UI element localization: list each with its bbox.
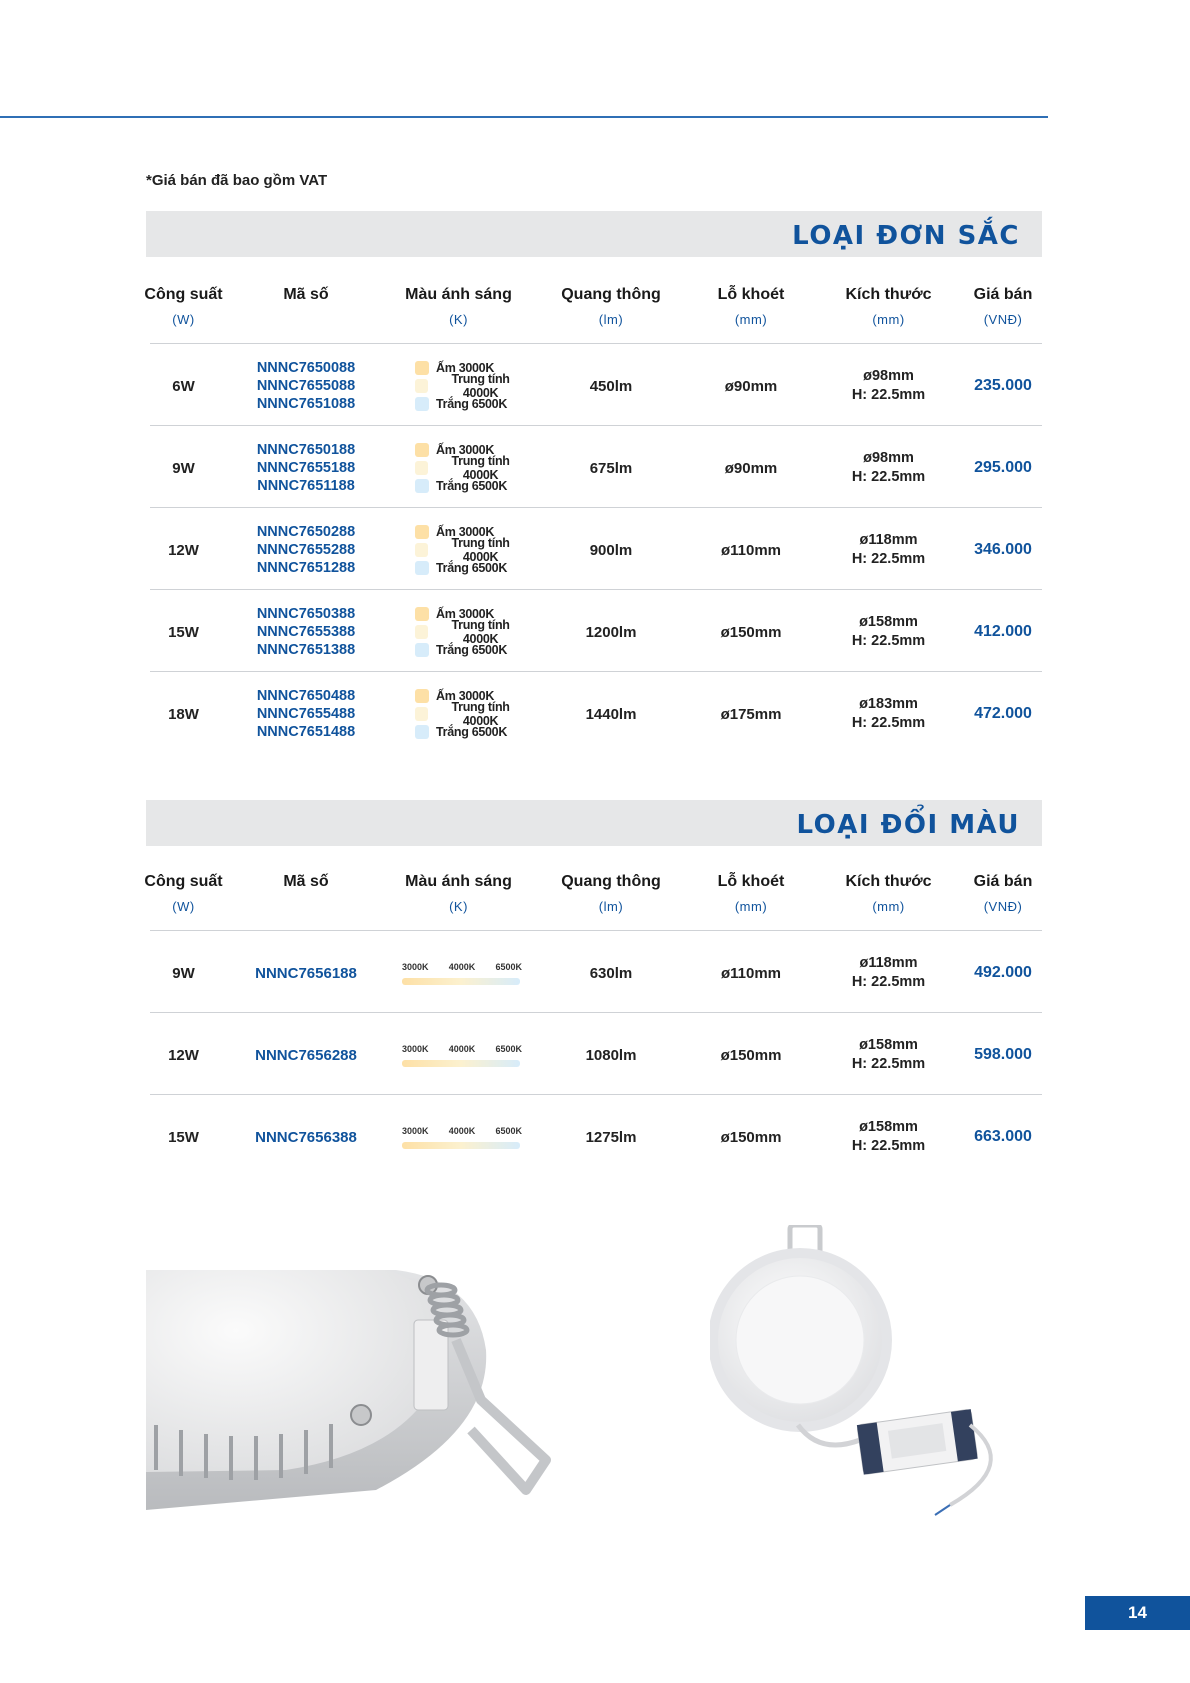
table-row xyxy=(146,932,1042,1014)
cell-size xyxy=(826,1014,951,1096)
table-header-single xyxy=(146,286,1042,346)
cct-label: 6500K xyxy=(495,961,522,972)
color-swatch-icon xyxy=(415,643,429,657)
cell-code xyxy=(236,427,376,509)
table-row xyxy=(146,591,1042,673)
table-row xyxy=(146,509,1042,591)
cell-power: 9W xyxy=(172,964,195,982)
cell-size xyxy=(826,345,951,427)
header-flux-unit: (lm) xyxy=(598,899,624,914)
header-power-label: Công suất xyxy=(144,873,223,890)
light-color-label: Ấm 3000K xyxy=(436,525,495,539)
cell-flux: 630lm xyxy=(589,964,633,982)
light-color-label: Trắng 6500K xyxy=(436,397,508,411)
cell-cutout: ø90mm xyxy=(724,459,778,477)
color-swatch-icon xyxy=(415,707,428,721)
cell-power: 15W xyxy=(168,623,199,641)
product-code: NNNC7650288 xyxy=(256,524,356,540)
cell-price: 295.000 xyxy=(974,459,1032,476)
light-color-item xyxy=(415,559,507,577)
product-code: NNNC7650188 xyxy=(256,442,356,458)
row-separator xyxy=(150,1094,1042,1095)
header-power-unit: (W) xyxy=(172,899,195,914)
header-price-label: Giá bán xyxy=(973,286,1033,303)
color-swatch-icon xyxy=(415,379,428,393)
cct-label: 4000K xyxy=(448,1043,476,1054)
cell-flux: 1080lm xyxy=(585,1046,637,1064)
row-separator xyxy=(150,671,1042,672)
header-color-label: Màu ánh sáng xyxy=(405,873,512,890)
header-color-unit: (K) xyxy=(449,899,468,914)
cct-scale-labels xyxy=(402,962,522,972)
product-code: NNNC7650088 xyxy=(256,360,356,376)
cell-code xyxy=(236,345,376,427)
color-swatch-icon xyxy=(415,479,429,493)
light-color-item xyxy=(415,618,526,646)
cct-scale-labels xyxy=(402,1126,522,1136)
color-swatch-icon xyxy=(415,461,428,475)
header-cutout xyxy=(686,286,816,327)
cell-flux: 675lm xyxy=(589,459,633,477)
header-flux xyxy=(546,286,676,327)
cell-size xyxy=(826,591,951,673)
color-swatch-icon xyxy=(415,607,429,621)
cell-cutout: ø175mm xyxy=(720,705,782,723)
header-cutout xyxy=(686,873,816,914)
product-code: NNNC7650388 xyxy=(256,606,356,622)
size-height: H: 22.5mm xyxy=(851,974,926,990)
cell-power: 12W xyxy=(168,1046,199,1064)
header-flux-label: Quang thông xyxy=(561,873,661,890)
cct-label: 4000K xyxy=(448,961,476,972)
color-swatch-icon xyxy=(415,397,429,411)
cell-flux: 1200lm xyxy=(585,623,637,641)
cell-code: NNNC7656388 xyxy=(255,1128,357,1146)
light-color-label: Trắng 6500K xyxy=(436,479,508,493)
cell-code xyxy=(236,509,376,591)
header-color-unit: (K) xyxy=(449,312,468,327)
header-price-label: Giá bán xyxy=(973,873,1033,890)
top-rule xyxy=(0,116,1048,118)
cell-code: NNNC7656188 xyxy=(255,964,357,982)
table-row xyxy=(146,1014,1042,1096)
header-price-unit: (VNĐ) xyxy=(983,312,1023,327)
header-size xyxy=(826,286,951,327)
header-size-label: Kích thước xyxy=(845,873,932,890)
header-color xyxy=(391,286,526,327)
header-size-unit: (mm) xyxy=(872,312,905,327)
light-color-label: Ấm 3000K xyxy=(436,443,495,457)
cell-color xyxy=(391,591,526,673)
size-diameter: ø158mm xyxy=(859,1119,918,1135)
light-color-label: Trung tính 4000K xyxy=(451,700,510,728)
header-code-label: Mã số xyxy=(283,873,329,890)
light-color-item xyxy=(415,536,526,564)
header-color xyxy=(391,873,526,914)
header-color-label: Màu ánh sáng xyxy=(405,286,512,303)
size-diameter: ø118mm xyxy=(859,532,918,548)
product-code: NNNC7650488 xyxy=(256,688,356,704)
cct-label: 6500K xyxy=(495,1125,522,1136)
color-swatch-icon xyxy=(415,625,428,639)
header-flux-label: Quang thông xyxy=(561,286,661,303)
cell-power: 9W xyxy=(172,459,195,477)
cell-color xyxy=(391,427,526,509)
light-color-label: Ấm 3000K xyxy=(436,689,495,703)
cell-flux: 1440lm xyxy=(585,705,637,723)
size-height: H: 22.5mm xyxy=(851,633,926,649)
cct-label: 4000K xyxy=(448,1125,476,1136)
cell-size xyxy=(826,673,951,755)
light-color-label: Ấm 3000K xyxy=(436,607,495,621)
size-diameter: ø158mm xyxy=(859,1037,918,1053)
cct-label: 3000K xyxy=(402,961,429,972)
light-color-label: Trung tính 4000K xyxy=(451,618,510,646)
product-code: NNNC7655188 xyxy=(256,460,356,476)
cell-power: 6W xyxy=(172,377,195,395)
downlight-with-driver-image xyxy=(710,1225,1010,1525)
cell-cutout: ø90mm xyxy=(724,377,778,395)
product-code: NNNC7655288 xyxy=(256,542,356,558)
size-height: H: 22.5mm xyxy=(851,1138,926,1154)
product-code: NNNC7655488 xyxy=(256,706,356,722)
cct-scale-labels xyxy=(402,1044,522,1054)
cell-code xyxy=(236,673,376,755)
cct-label: 3000K xyxy=(402,1043,429,1054)
row-separator xyxy=(150,425,1042,426)
cell-code: NNNC7656288 xyxy=(255,1046,357,1064)
product-code: NNNC7655088 xyxy=(256,378,356,394)
light-color-label: Trắng 6500K xyxy=(436,561,508,575)
size-diameter: ø98mm xyxy=(863,368,914,384)
light-color-label: Trắng 6500K xyxy=(436,725,508,739)
color-swatch-icon xyxy=(415,543,428,557)
header-size-label: Kích thước xyxy=(845,286,932,303)
header-cutout-unit: (mm) xyxy=(734,899,768,914)
header-code xyxy=(236,286,376,312)
size-height: H: 22.5mm xyxy=(851,387,926,403)
light-color-item xyxy=(415,723,507,741)
header-cutout-label: Lỗ khoét xyxy=(717,286,785,303)
size-diameter: ø118mm xyxy=(859,955,918,971)
cell-flux: 1275lm xyxy=(585,1128,637,1146)
cell-size xyxy=(826,509,951,591)
table-row xyxy=(146,673,1042,755)
cell-size xyxy=(826,932,951,1014)
cct-label: 6500K xyxy=(495,1043,522,1054)
section-band-tunable xyxy=(146,800,1042,846)
row-separator xyxy=(150,1012,1042,1013)
cell-price: 412.000 xyxy=(974,623,1032,640)
cell-price: 598.000 xyxy=(974,1046,1032,1063)
row-separator xyxy=(150,507,1042,508)
light-color-label: Trung tính 4000K xyxy=(451,454,510,482)
cct-gradient-bar xyxy=(402,1060,520,1067)
header-code xyxy=(236,873,376,899)
size-diameter: ø158mm xyxy=(859,614,918,630)
color-swatch-icon xyxy=(415,361,429,375)
page-number: 14 xyxy=(1085,1596,1190,1630)
color-swatch-icon xyxy=(415,561,429,575)
cct-label: 3000K xyxy=(402,1125,429,1136)
table-header-tunable xyxy=(146,873,1042,933)
row-separator xyxy=(150,930,1042,931)
cell-cutout: ø150mm xyxy=(720,623,782,641)
header-cutout-label: Lỗ khoét xyxy=(717,873,785,890)
cell-size xyxy=(826,1096,951,1178)
cell-power: 15W xyxy=(168,1128,199,1146)
row-separator xyxy=(150,343,1042,344)
table-row xyxy=(146,1096,1042,1178)
section-title-tunable: LOẠI ĐỔI MÀU xyxy=(796,810,1020,840)
table-row xyxy=(146,427,1042,509)
table-row xyxy=(146,345,1042,427)
header-price xyxy=(958,873,1048,914)
product-code: NNNC7651488 xyxy=(256,724,356,740)
cell-price: 346.000 xyxy=(974,541,1032,558)
light-color-item xyxy=(415,477,507,495)
product-code: NNNC7651188 xyxy=(257,478,355,494)
header-cutout-unit: (mm) xyxy=(734,312,768,327)
header-price-unit: (VNĐ) xyxy=(983,899,1023,914)
section-band-single xyxy=(146,211,1042,257)
cell-color xyxy=(391,345,526,427)
cct-gradient-bar xyxy=(402,1142,520,1149)
cell-price: 472.000 xyxy=(974,705,1032,722)
cell-price: 492.000 xyxy=(974,964,1032,981)
header-power-label: Công suất xyxy=(144,286,223,303)
cell-cutout: ø110mm xyxy=(720,541,782,559)
cell-color xyxy=(391,509,526,591)
cell-power: 12W xyxy=(168,541,199,559)
cell-flux: 450lm xyxy=(589,377,633,395)
color-swatch-icon xyxy=(415,525,429,539)
light-color-label: Trắng 6500K xyxy=(436,643,508,657)
light-color-item xyxy=(415,641,507,659)
row-separator xyxy=(150,589,1042,590)
cell-code xyxy=(236,591,376,673)
color-swatch-icon xyxy=(415,689,429,703)
size-diameter: ø98mm xyxy=(863,450,914,466)
size-height: H: 22.5mm xyxy=(851,1056,926,1072)
header-price xyxy=(958,286,1048,327)
cell-cutout: ø150mm xyxy=(720,1046,782,1064)
section-title-single: LOẠI ĐƠN SẮC xyxy=(792,221,1020,251)
light-color-label: Trung tính 4000K xyxy=(451,372,510,400)
header-size xyxy=(826,873,951,914)
header-flux xyxy=(546,873,676,914)
header-power xyxy=(136,286,231,327)
header-flux-unit: (lm) xyxy=(598,312,624,327)
cell-color xyxy=(391,1014,526,1096)
light-color-item xyxy=(415,454,526,482)
light-color-item xyxy=(415,372,526,400)
color-swatch-icon xyxy=(415,725,429,739)
cell-flux: 900lm xyxy=(589,541,633,559)
size-height: H: 22.5mm xyxy=(851,469,926,485)
product-code: NNNC7655388 xyxy=(256,624,356,640)
size-height: H: 22.5mm xyxy=(851,715,926,731)
vat-note: *Giá bán đã bao gồm VAT xyxy=(146,172,328,189)
cell-color xyxy=(391,673,526,755)
cct-gradient-bar xyxy=(402,978,520,985)
light-color-label: Trung tính 4000K xyxy=(451,536,510,564)
color-swatch-icon xyxy=(415,443,429,457)
downlight-closeup-image xyxy=(146,1220,566,1520)
cell-size xyxy=(826,427,951,509)
size-height: H: 22.5mm xyxy=(851,551,926,567)
product-code: NNNC7651088 xyxy=(256,396,356,412)
product-code: NNNC7651388 xyxy=(256,642,356,658)
cell-price: 235.000 xyxy=(974,377,1032,394)
light-color-label: Ấm 3000K xyxy=(436,361,495,375)
cell-cutout: ø150mm xyxy=(720,1128,782,1146)
product-code: NNNC7651288 xyxy=(256,560,356,576)
header-power xyxy=(136,873,231,914)
header-size-unit: (mm) xyxy=(872,899,905,914)
cell-power: 18W xyxy=(168,705,199,723)
header-code-label: Mã số xyxy=(283,286,329,303)
light-color-item xyxy=(415,700,526,728)
cell-color xyxy=(391,932,526,1014)
size-diameter: ø183mm xyxy=(859,696,918,712)
header-power-unit: (W) xyxy=(172,312,195,327)
light-color-item xyxy=(415,395,507,413)
cell-price: 663.000 xyxy=(974,1128,1032,1145)
cell-cutout: ø110mm xyxy=(720,964,782,982)
cell-color xyxy=(391,1096,526,1178)
